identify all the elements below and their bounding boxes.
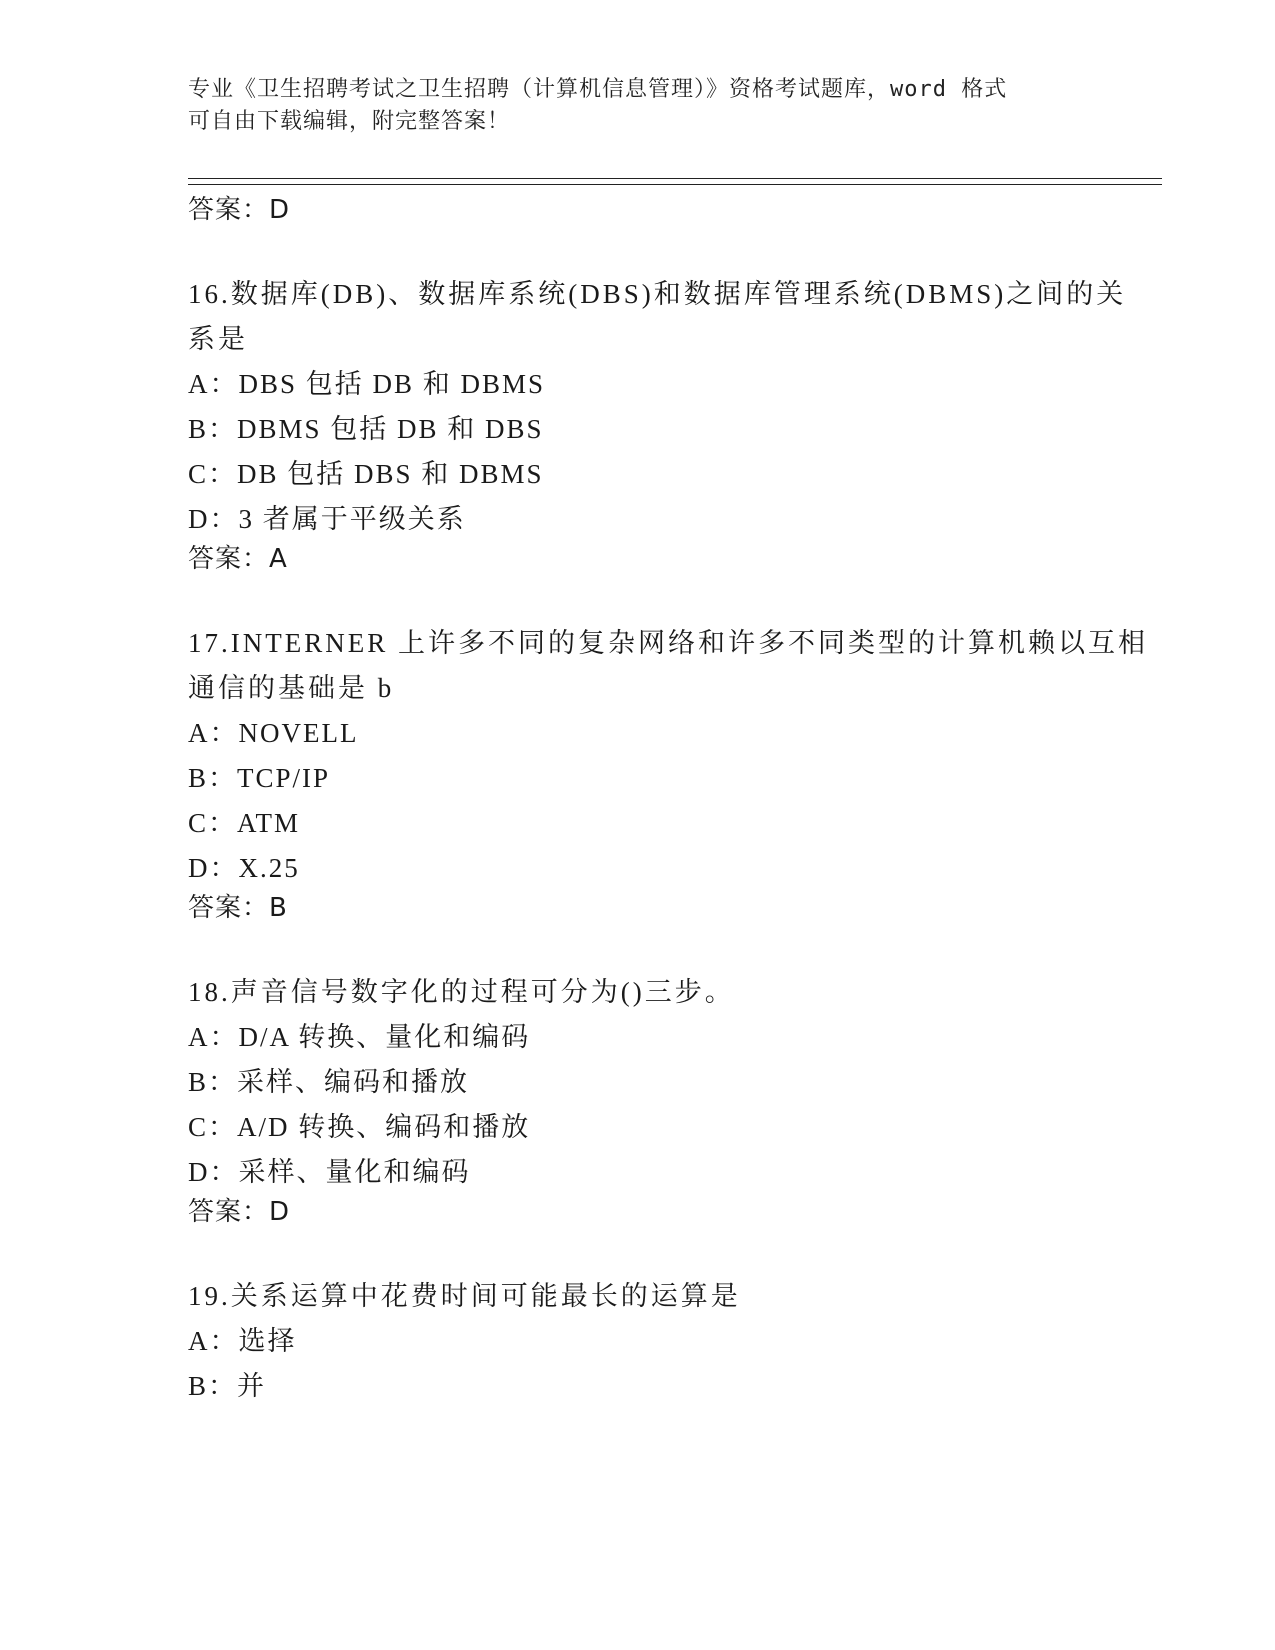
option-b: B：DBMS 包括 DB 和 DBS <box>188 414 544 444</box>
option-b: B：采样、编码和播放 <box>188 1067 470 1097</box>
option-a: A：NOVELL <box>188 718 359 748</box>
option-d: D：3 者属于平级关系 <box>188 504 466 534</box>
option-c: C：ATM <box>188 808 301 838</box>
option-d: D：采样、量化和编码 <box>188 1157 471 1187</box>
answer-line: 答案：B <box>188 893 288 923</box>
question-text: 17.INTERNER 上许多不同的复杂网络和许多不同类型的计算机赖以互相 <box>188 628 1148 658</box>
option-b: B：并 <box>188 1371 267 1401</box>
question-block <box>188 621 1148 925</box>
header-divider-bottom <box>188 184 1162 185</box>
question-text: 19.关系运算中花费时间可能最长的运算是 <box>188 1281 741 1311</box>
header-title-line-1: 专业《卫生招聘考试之卫生招聘（计算机信息管理）》资格考试题库，word 格式 <box>188 77 1008 102</box>
answer-line: 答案：D <box>188 1197 291 1227</box>
question-block <box>188 1274 1088 1409</box>
option-c: C：A/D 转换、编码和播放 <box>188 1112 531 1142</box>
question-text: 系是 <box>188 324 248 354</box>
header-divider-top <box>188 178 1162 179</box>
answer-line: 答案：D <box>188 195 291 225</box>
question-list <box>188 193 1148 1409</box>
question-block <box>188 970 1088 1229</box>
question-text: 18.声音信号数字化的过程可分为()三步。 <box>188 977 735 1007</box>
answer-line: 答案：A <box>188 544 288 574</box>
option-c: C：DB 包括 DBS 和 DBMS <box>188 459 544 489</box>
option-a: A：DBS 包括 DB 和 DBMS <box>188 369 546 399</box>
question-text: 通信的基础是 b <box>188 673 395 703</box>
question-text: 16.数据库(DB)、数据库系统(DBS)和数据库管理系统(DBMS)之间的关 <box>188 279 1127 309</box>
option-a: A：选择 <box>188 1326 297 1356</box>
document-header <box>188 74 1088 138</box>
question-block <box>188 272 1127 576</box>
option-a: A：D/A 转换、量化和编码 <box>188 1022 531 1052</box>
option-d: D：X.25 <box>188 853 300 883</box>
option-b: B：TCP/IP <box>188 763 331 793</box>
header-title-line-2: 可自由下载编辑，附完整答案！ <box>188 109 511 134</box>
